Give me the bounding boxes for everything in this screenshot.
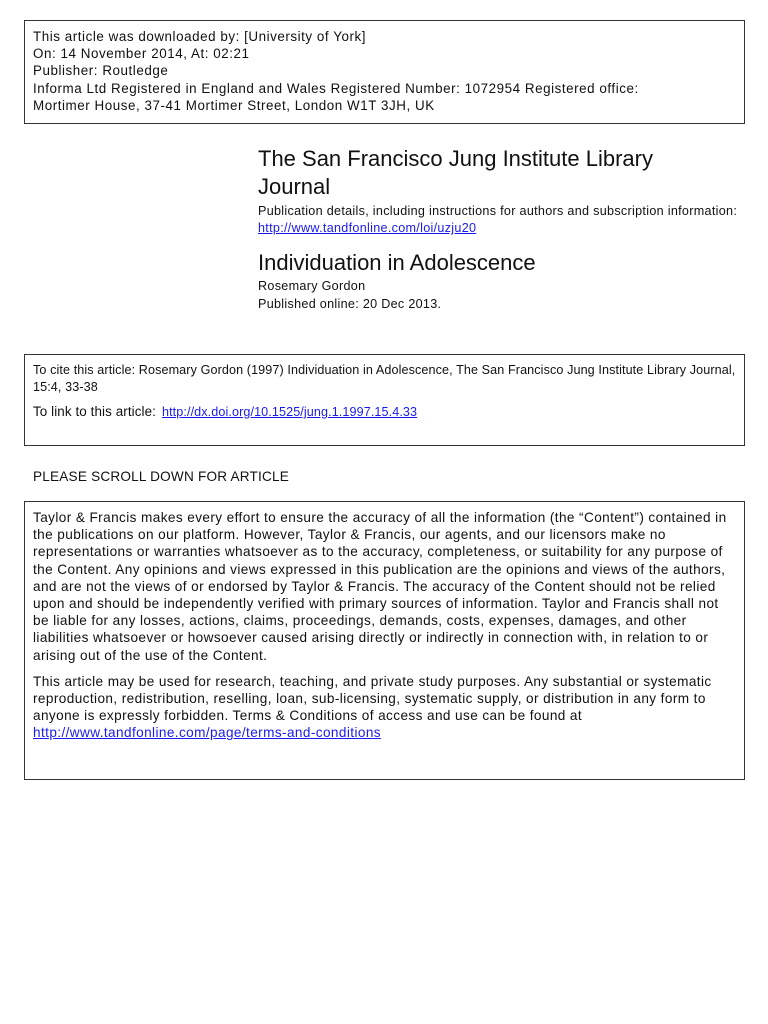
journal-title-line: The San Francisco Jung Institute Library <box>258 146 653 171</box>
disclaimer-paragraph: Taylor & Francis makes every effort to ensure the accuracy of all the information (the “Content”) contained in the publications on our platform. However, Taylor & Francis, our agents, and our licensors make no representations or warranties whatsoever as to the accuracy, completeness, or suitability for any purpose of the Content. Any opinions and views expressed in this publication are the opinions and views of the authors, and are not the views of or endorsed by Taylor & Francis. The accuracy of the Content should not be relied upon and should be independently verified with primary sources of information. Taylor and Francis shall not be liable for any losses, actions, claims, proceedings, demands, costs, expenses, damages, and other liabilities whatsoever or howsoever caused arising directly or indirectly in connection with, in relation to or arising out of the use of the Content. <box>33 510 727 663</box>
article-doi-link[interactable]: http://dx.doi.org/10.1525/jung.1.1997.15.4.33 <box>161 405 418 419</box>
download-notice-line: Publisher: Routledge <box>33 63 169 79</box>
article-author: Rosemary Gordon <box>258 279 366 293</box>
disclaimer-box <box>24 501 745 780</box>
download-notice-line: On: 14 November 2014, At: 02:21 <box>33 46 250 62</box>
terms-text: This article may be used for research, teaching, and private study purposes. Any substantial or systematic reproduction, redistribution, reselling, loan, sub-licensing, systematic supply, or distribution in any form to anyone is expressly forbidden. Terms & Conditions of access and use can be found at <box>33 673 712 724</box>
published-date: Published online: 20 Dec 2013. <box>258 297 442 311</box>
publication-details-text: Publication details, including instructions for authors and subscription information: <box>258 204 738 218</box>
citation-text: To cite this article: Rosemary Gordon (1997) Individuation in Adolescence, The San Francisco Jung Institute Library Journal, 15:4, 33-38 <box>33 363 736 394</box>
journal-title-line: Journal <box>258 174 331 199</box>
download-notice-line: Informa Ltd Registered in England and Wales Registered Number: 1072954 Registered office: <box>33 80 639 96</box>
publication-details <box>258 203 748 237</box>
article-title: Individuation in Adolescence <box>258 250 536 275</box>
download-notice-line: Mortimer House, 37-41 Mortimer Street, London W1T 3JH, UK <box>33 97 435 113</box>
terms-paragraph <box>33 673 736 742</box>
scroll-down-note: PLEASE SCROLL DOWN FOR ARTICLE <box>33 469 290 484</box>
download-notice-line: This article was downloaded by: [University of York] <box>33 29 367 44</box>
download-notice-box <box>24 20 745 124</box>
journal-info <box>258 145 748 313</box>
journal-link[interactable]: http://www.tandfonline.com/loi/uzju20 <box>258 221 477 235</box>
terms-link[interactable]: http://www.tandfonline.com/page/terms-and-conditions <box>33 725 381 741</box>
article-link-row <box>33 403 744 421</box>
citation-box <box>24 354 745 446</box>
journal-title <box>258 145 748 201</box>
article-link-label: To link to this article: <box>33 404 156 419</box>
